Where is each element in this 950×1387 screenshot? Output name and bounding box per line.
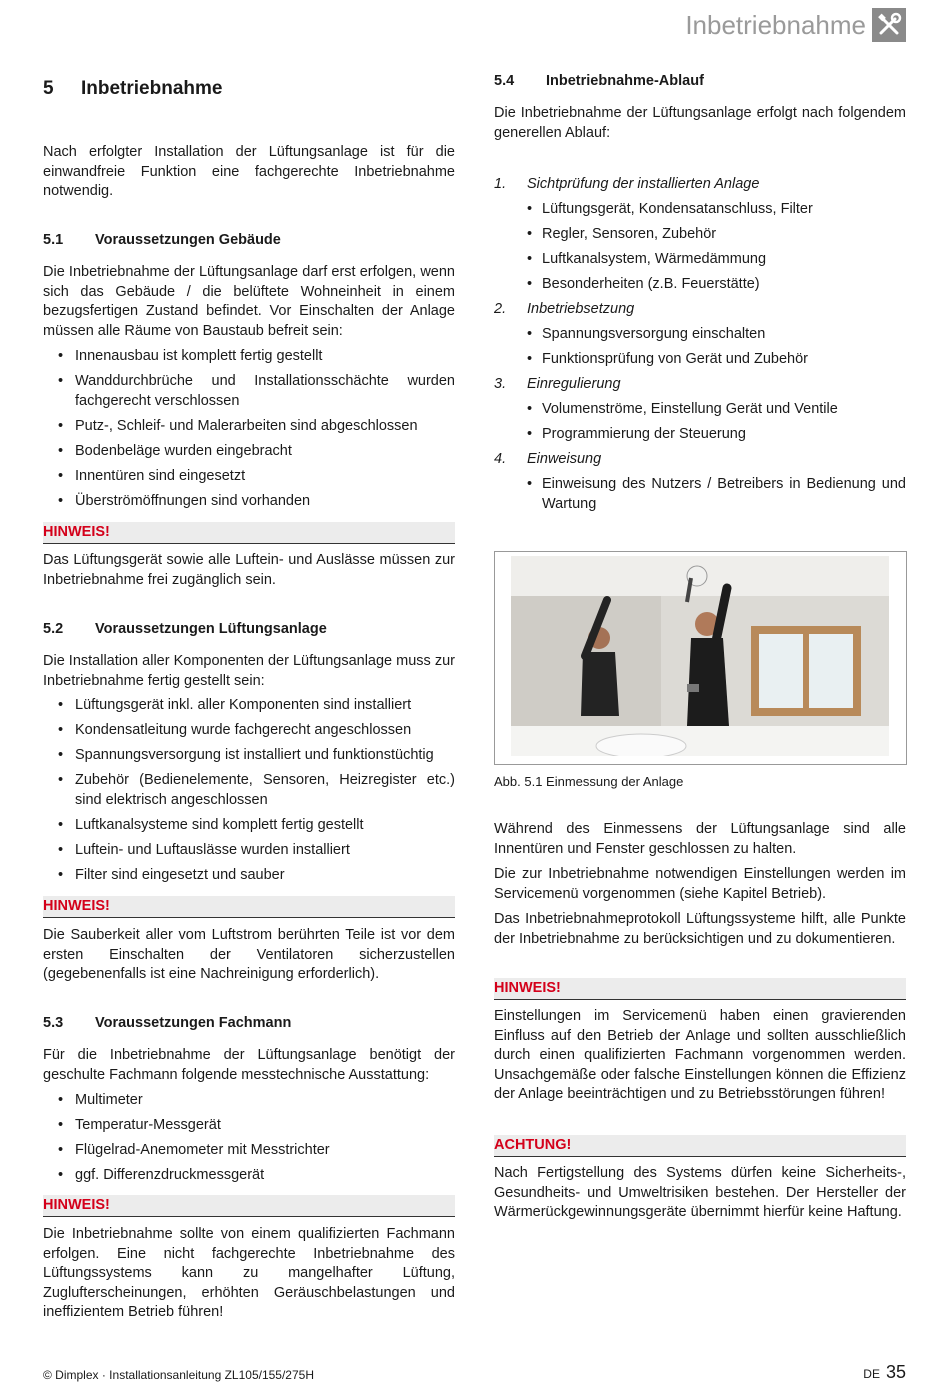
note-text: Die Inbetriebnahme sollte von einem qualifizierten Fachmann erfolgen. Eine nicht fachgerechte Inbetriebnahme des Lüftungssystems kann zu mangelhafter Lüftung, Zuglufterscheinungen, erhöhten Geräuschbelastungen und ineffizientem Betrieb führen! — [43, 1226, 455, 1320]
warning-text: Nach Fertigstellung des Systems dürfen keine Sicherheits-, Gesundheits- und Umweltrisiken bestehen. Der Hersteller der Wärmerückgewinnungsgeräte übernimmt hierfür keine Haftung. — [494, 1165, 906, 1220]
section-5-2-heading: 5.2 Voraussetzungen Lüftungsanlage — [43, 621, 327, 637]
section-5-1-heading: 5.1 Voraussetzungen Gebäude — [43, 232, 281, 248]
list-item: • Besonderheiten (z.B. Feuerstätte) — [494, 275, 906, 295]
section-5-2-text: Die Installation aller Komponenten der Lüftungsanlage muss zur Inbetriebnahme fertig gestellt sein: — [43, 653, 455, 689]
paragraph: Das Inbetriebnahmeprotokoll Lüftungssysteme hilft, alle Punkte der Inbetriebnahme zu berücksichtigen und zu dokumentieren. — [494, 911, 906, 947]
list-item: • Temperatur-Messgerät — [43, 1116, 455, 1136]
section-5-3-heading: 5.3 Voraussetzungen Fachmann — [43, 1015, 292, 1031]
section-5-1-text: Die Inbetriebnahme der Lüftungsanlage darf erst erfolgen, wenn sich das Gebäude / die belüftete Wohneinheit in einem bezugsfertigen Zustand befindet. Vor Einschalten der Anlage müssen alle Räume von Baustaub befreit sein: — [43, 264, 455, 339]
section-5-4-heading: 5.4 Inbetriebnahme-Ablauf — [494, 73, 704, 89]
section-5-4-text: Die Inbetriebnahme der Lüftungsanlage erfolgt nach folgendem generellen Ablauf: — [494, 105, 906, 141]
section-5-2-list — [43, 696, 455, 891]
header-title: Inbetriebnahme — [685, 9, 866, 40]
list-item: • Multimeter — [43, 1091, 455, 1111]
list-item: • Überströmöffnungen sind vorhanden — [43, 492, 455, 512]
figure-frame — [494, 551, 907, 765]
paragraph: Die zur Inbetriebnahme notwendigen Einstellungen werden im Servicemenü vorgenommen (siehe Kapitel Betrieb). — [494, 866, 906, 902]
page-number: 35 — [885, 1362, 906, 1382]
procedure-step: 2. Inbetriebsetzung • Spannungsversorgung einschalten • Funktionsprüfung von Gerät und Zubehör — [494, 300, 906, 370]
language-code: DE — [863, 1367, 880, 1381]
footer-text: © Dimplex · Installationsanleitung ZL105/155/275H — [43, 1368, 314, 1382]
section-5-3-text: Für die Inbetriebnahme der Lüftungsanlage benötigt der geschulte Fachmann folgende messtechnische Ausstattung: — [43, 1047, 455, 1083]
chapter-heading: 5 Inbetriebnahme — [43, 78, 223, 99]
commissioning-photo — [511, 556, 889, 756]
procedure-step: 1. Sichtprüfung der installierten Anlage • Lüftungsgerät, Kondensatanschluss, Filter • Regler, Sensoren, Zubehör • Luftkanalsystem, Wärmedämmung • Besonderheiten (z.B. Feuerstätte) — [494, 175, 906, 295]
list-item: • Putz-, Schleif- und Malerarbeiten sind abgeschlossen — [43, 417, 455, 437]
list-item: • Zubehör (Bedienelemente, Sensoren, Heizregister etc.) sind elektrisch angeschlossen — [43, 771, 455, 810]
list-item: • Innentüren sind eingesetzt — [43, 467, 455, 487]
page-number-block — [863, 1362, 906, 1383]
list-item: • Funktionsprüfung von Gerät und Zubehör — [494, 350, 906, 370]
list-item: • Programmierung der Steuerung — [494, 425, 906, 445]
procedure-step: 3. Einregulierung • Volumenströme, Einstellung Gerät und Ventile • Programmierung der Steuerung — [494, 375, 906, 445]
intro-text: Nach erfolgter Installation der Lüftungsanlage ist für die einwandfreie Funktion eine fachgerechte Inbetriebnahme notwendig. — [43, 144, 455, 199]
section-5-3-list — [43, 1091, 455, 1191]
list-item: • Regler, Sensoren, Zubehör — [494, 225, 906, 245]
list-item: • Lüftungsgerät inkl. aller Komponenten sind installiert — [43, 696, 455, 716]
warning-label: ACHTUNG! — [494, 1135, 906, 1157]
paragraph: Während des Einmessens der Lüftungsanlage sind alle Innentüren und Fenster geschlossen zu halten. — [494, 821, 906, 857]
list-item: • Volumenströme, Einstellung Gerät und Ventile — [494, 400, 906, 420]
figure-caption: Abb. 5.1 Einmessung der Anlage — [494, 774, 684, 789]
note-label: HINWEIS! — [43, 1195, 455, 1217]
list-item: • Flügelrad-Anemometer mit Messtrichter — [43, 1141, 455, 1161]
list-item: • Filter sind eingesetzt und sauber — [43, 866, 455, 886]
list-item: • Wanddurchbrüche und Installationsschächte wurden fachgerecht verschlossen — [43, 372, 455, 411]
list-item: • Kondensatleitung wurde fachgerecht angeschlossen — [43, 721, 455, 741]
procedure-list — [494, 175, 906, 520]
list-item: • ggf. Differenzdruckmessgerät — [43, 1166, 455, 1186]
note-text: Die Sauberkeit aller vom Luftstrom berührten Teile ist vor dem ersten Einschalten der Ventilatoren sicherzustellen (gegebenenfalls ist eine Nachreinigung erforderlich). — [43, 927, 455, 982]
procedure-step: 4. Einweisung • Einweisung des Nutzers / Betreibers in Bedienung und Wartung — [494, 450, 906, 514]
note-label: HINWEIS! — [494, 978, 906, 1000]
list-item: • Spannungsversorgung ist installiert und funktionstüchtig — [43, 746, 455, 766]
list-item: • Luftkanalsystem, Wärmedämmung — [494, 250, 906, 270]
page-header — [685, 8, 906, 42]
list-item: • Luftkanalsysteme sind komplett fertig gestellt — [43, 816, 455, 836]
list-item: • Innenausbau ist komplett fertig gestellt — [43, 347, 455, 367]
note-label: HINWEIS! — [43, 522, 455, 544]
note-text: Einstellungen im Servicemenü haben einen gravierenden Einfluss auf den Betrieb der Anlage und sollten ausschließlich durch einen qualifizierten Fachmann vorgenommen werden. Unsachgemäße oder falsche Einstellungen können die Effizienz der Anlage beeinträchtigen und zu Betriebsstörungen führen! — [494, 1008, 906, 1102]
list-item: • Spannungsversorgung einschalten — [494, 325, 906, 345]
tools-icon — [872, 8, 906, 42]
list-item: • Lüftungsgerät, Kondensatanschluss, Filter — [494, 200, 906, 220]
list-item: • Luftein- und Luftauslässe wurden installiert — [43, 841, 455, 861]
note-text: Das Lüftungsgerät sowie alle Luftein- und Auslässe müssen zur Inbetriebnahme frei zugänglich sein. — [43, 552, 455, 588]
list-item: • Bodenbeläge wurden eingebracht — [43, 442, 455, 462]
section-5-1-list — [43, 347, 455, 517]
note-label: HINWEIS! — [43, 896, 455, 918]
list-item: • Einweisung des Nutzers / Betreibers in Bedienung und Wartung — [494, 475, 906, 514]
